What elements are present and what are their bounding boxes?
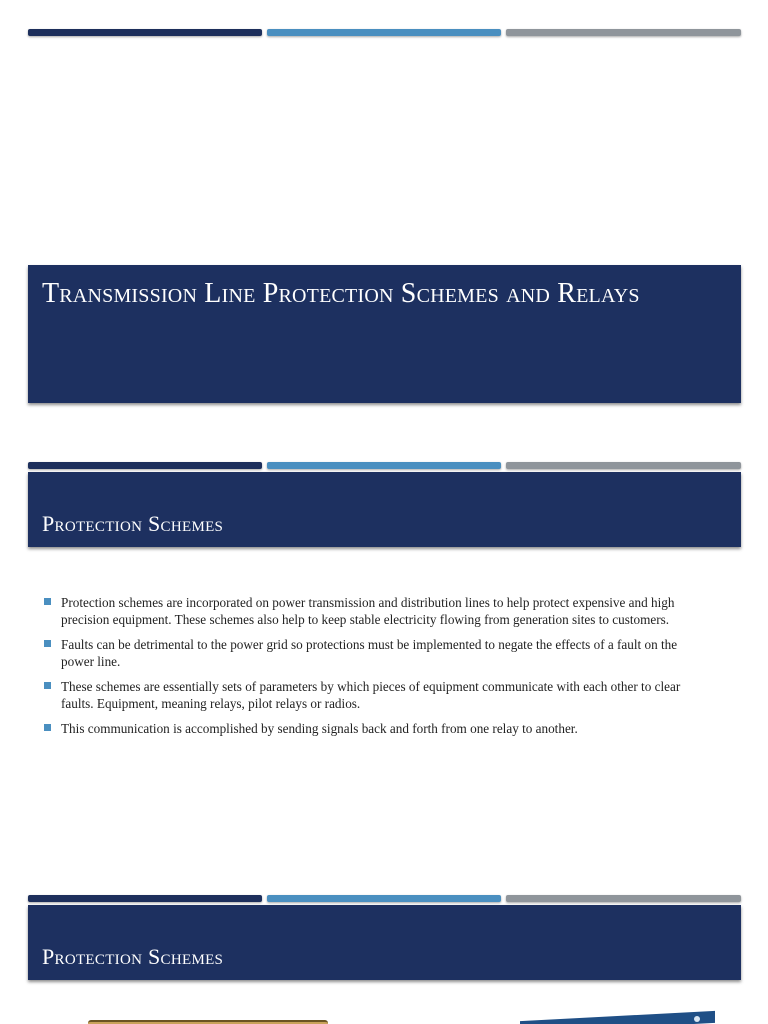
slide2-title-banner xyxy=(28,472,741,547)
bullet-text: These schemes are essentially sets of parameters by which pieces of equipment communicate with each other to clear faults. Equipment, meaning relays, pilot relays or radios. xyxy=(61,679,681,711)
bullet-text: Faults can be detrimental to the power grid so protections must be implemented to negate the effects of a fault on the power line. xyxy=(61,637,678,669)
square-bullet-icon xyxy=(44,640,51,647)
bullet-item xyxy=(43,720,713,737)
slide1-top-stripe xyxy=(28,29,741,37)
slide1-title-banner xyxy=(28,265,741,403)
slide3-top-stripe xyxy=(28,895,741,903)
bullet-text: This communication is accomplished by sending signals back and forth from one relay to another. xyxy=(61,721,578,736)
slide3-title: Protection Schemes xyxy=(42,944,224,969)
bullet-item xyxy=(43,678,713,712)
stripe-segment-gray xyxy=(506,29,741,36)
stripe-segment-dark xyxy=(28,895,262,902)
bullet-text: Protection schemes are incorporated on power transmission and distribution lines to help protect expensive and high precision equipment. These schemes also help to keep stable electricity flowing from generation sites to customers. xyxy=(61,595,675,627)
stripe-segment-blue xyxy=(267,29,501,36)
stripe-segment-dark xyxy=(28,29,262,36)
slide1-title: Transmission Line Protection Schemes and Relays xyxy=(42,278,640,309)
stripe-segment-gray xyxy=(506,462,741,469)
equipment-image-left xyxy=(88,1020,328,1024)
stripe-segment-blue xyxy=(267,462,501,469)
slide2-title: Protection Schemes xyxy=(42,511,224,536)
stripe-segment-dark xyxy=(28,462,262,469)
stripe-segment-blue xyxy=(267,895,501,902)
square-bullet-icon xyxy=(44,682,51,689)
slide3-title-banner xyxy=(28,905,741,980)
bullet-item xyxy=(43,594,713,628)
equipment-image-detail xyxy=(694,1016,700,1022)
equipment-image-right xyxy=(520,1011,715,1024)
slide2-bullet-list xyxy=(43,594,713,745)
square-bullet-icon xyxy=(44,724,51,731)
stripe-segment-gray xyxy=(506,895,741,902)
bullet-item xyxy=(43,636,713,670)
slide2-top-stripe xyxy=(28,462,741,470)
square-bullet-icon xyxy=(44,598,51,605)
slide3-image-preview xyxy=(0,1010,768,1024)
